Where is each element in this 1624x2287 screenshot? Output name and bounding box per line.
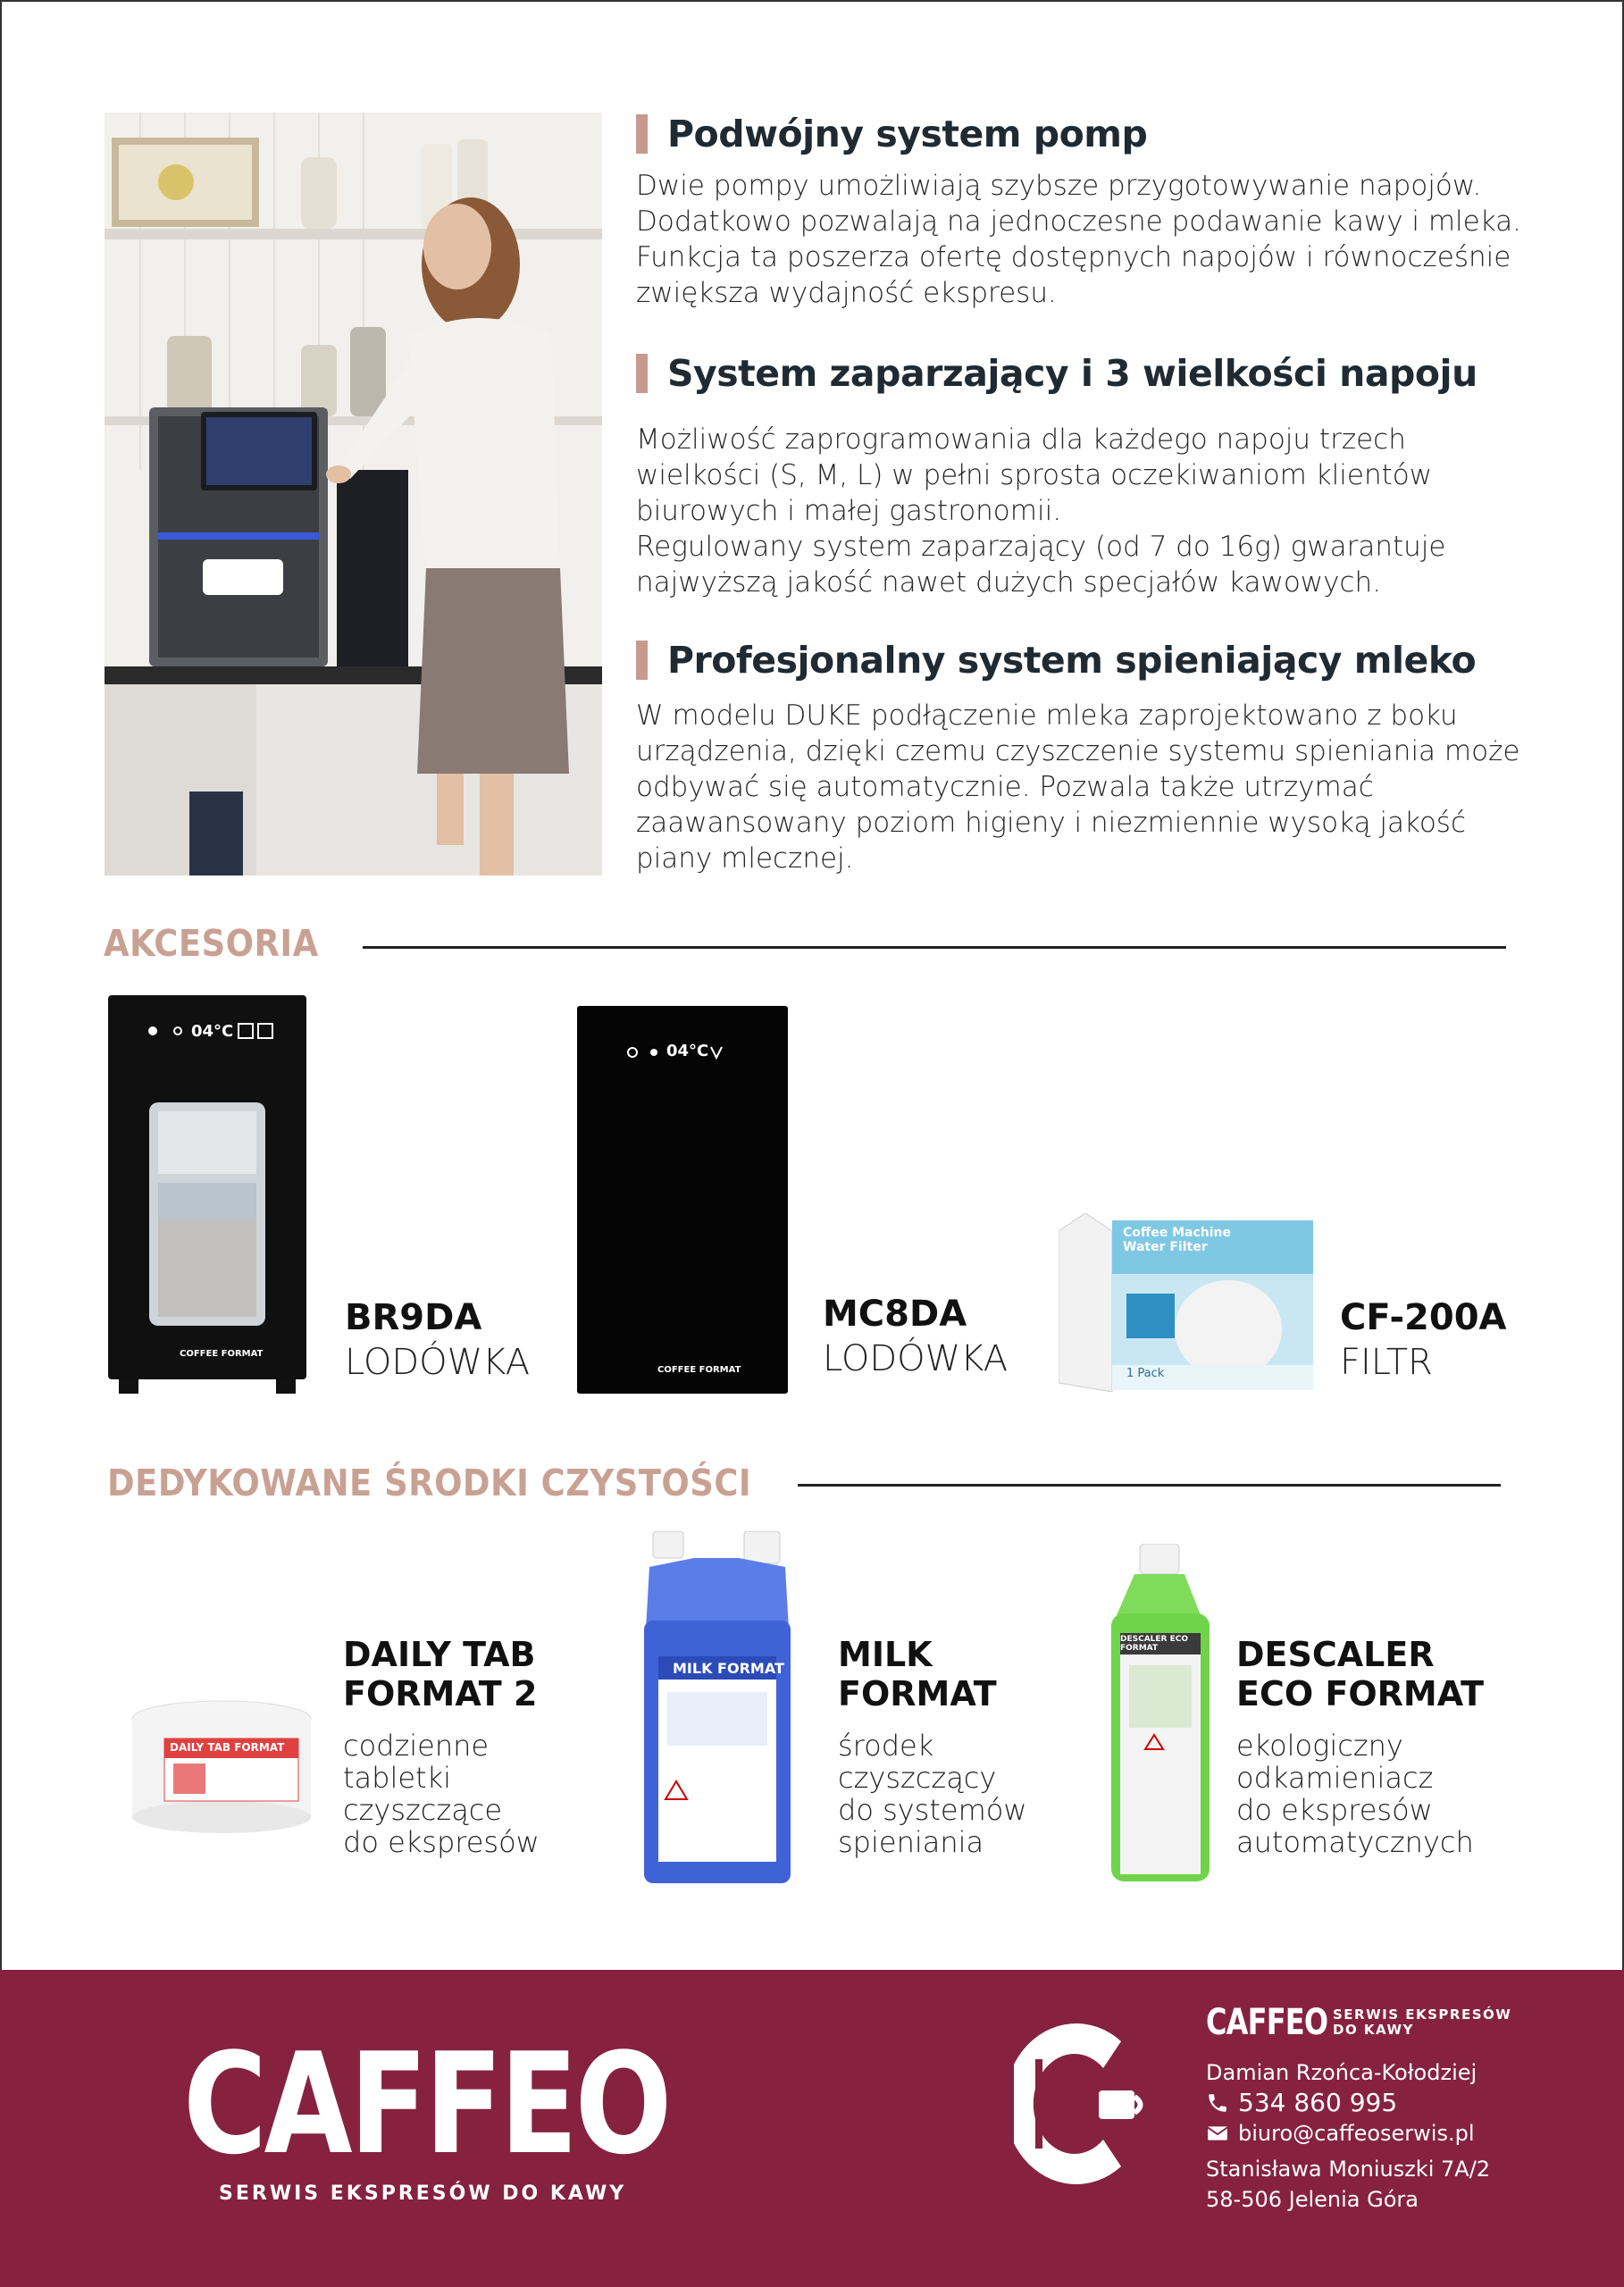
cf200a-box-pack: 1 Pack [1126,1367,1165,1380]
product-code: BR9DA [345,1297,482,1338]
br9da-brand: COFFEE FORMAT [180,1349,264,1359]
br9da-label [345,1295,530,1385]
accessories-rule [363,946,1506,949]
feature-brewing-system [636,352,1529,600]
cleaning-product-name: MILK FORMAT [838,1635,997,1713]
contact-address-line2: 58-506 Jelenia Góra [1206,2187,1419,2212]
accessories-heading: AKCESORIA [104,922,319,965]
feature-accent-bar [636,641,648,680]
cleaning-heading: DEDYKOWANE ŚRODKI CZYSTOŚCI [107,1462,752,1504]
milk-format-bottle-image [640,1531,794,1883]
descaler-pack-label: DESCALER ECO FORMAT [1120,1635,1189,1653]
cleaning-product-desc: środek czyszczący do systemów spieniania [838,1729,1027,1859]
cleaning-product-desc: codzienne tabletki czyszczące do ekspresów [343,1729,540,1859]
feature-accent-bar [636,354,648,393]
footer-contact [1206,2002,1511,2215]
br9da-fridge-image [108,995,306,1394]
daily-tab-label [343,1635,540,1858]
cf200a-filter-box-image [1059,1213,1322,1392]
contact-address-line1: Stanisława Moniuszki 7A/2 [1206,2157,1491,2182]
mc8da-fridge-image [577,1006,788,1394]
milk-format-pack-label: MILK FORMAT [673,1660,784,1677]
footer-logo [183,2023,776,2205]
footer-logo-word: CAFFEO [183,2023,670,2185]
mc8da-display: 04°C [666,1042,709,1060]
footer-c-emblem [1014,2006,1148,2207]
footer [0,1970,1624,2287]
feature-title: System zaparzający i 3 wielkości napoju [667,352,1478,395]
footer-logo-tagline: SERWIS EKSPRESÓW DO KAWY [219,2182,627,2205]
feature-body: Możliwość zaprogramowania dla każdego napoju trzech wielkości (S, M, L) w pełni sprosta oczekiwaniom klientów biurowych i małej gastronomii. Regulowany system zaparzający (od 7 do 16g) gwarantuje najwyższą jakość nawet dużych specjałów kawowych. [636,423,1446,599]
product-type: LODÓWKA [823,1338,1009,1379]
mini-logo-tagline: SERWIS EKSPRESÓW DO KAWY [1333,2006,1512,2038]
mini-logo [1206,2002,1511,2043]
cleaning-product-desc: ekologiczny odkamieniacz do ekspresów automatycznych [1236,1729,1474,1859]
cleaning-product-name: DESCALER ECO FORMAT [1236,1635,1485,1713]
descaler-bottle-image [1108,1544,1212,1889]
feature-body: Dwie pompy umożliwiają szybsze przygotowywanie napojów. Dodatkowo pozwalają na jednoczesne podawanie kawy i mleka. Funkcja ta poszerza ofertę dostępnych napojów i równocześnie zwiększa wydajność ekspresu. [636,170,1522,309]
descaler-label [1236,1635,1484,1858]
mc8da-brand: COFFEE FORMAT [657,1365,741,1375]
contact-phone: 534 860 995 [1238,2088,1398,2117]
product-type: LODÓWKA [345,1342,531,1383]
envelope-icon [1206,2122,1229,2145]
cleaning-rule [798,1484,1501,1487]
cf200a-label [1340,1295,1507,1385]
contact-email-row[interactable] [1206,2118,1511,2149]
feature-body: W modelu DUKE podłączenie mleka zaprojektowano z boku urządzenia, dzięki czemu czyszczenie systemu spieniania może odbywać się automatycznie. Pozwala także utrzymać zaawansowany poziom higieny i niezmiennie wysoką jakość piany mlecznej. [636,700,1520,875]
feature-milk-system [636,639,1529,876]
feature-title: Profesjonalny system spieniający mleko [667,639,1477,682]
product-code: MC8DA [823,1294,967,1335]
feature-title: Podwójny system pomp [667,113,1148,155]
product-code: CF-200A [1340,1297,1507,1338]
feature-accent-bar [636,114,648,154]
contact-phone-row[interactable] [1206,2088,1511,2118]
daily-tab-jar-image [129,1699,314,1833]
phone-icon [1206,2091,1229,2115]
hero-photo [105,113,602,875]
feature-dual-pump [636,113,1529,311]
cleaning-product-name: DAILY TAB FORMAT 2 [343,1635,538,1713]
milk-format-label [838,1635,1027,1858]
product-type: FILTR [1340,1342,1433,1383]
contact-name: Damian Rzońca-Kołodziej [1206,2060,1478,2085]
mini-logo-word: CAFFEO [1206,2002,1328,2043]
daily-tab-pack-label: DAILY TAB FORMAT [170,1741,285,1754]
contact-email: biuro@caffeoserwis.pl [1238,2121,1475,2146]
br9da-display: 04°C [191,1022,234,1041]
mc8da-label [823,1292,1008,1381]
cf200a-box-title: Coffee Machine Water Filter [1123,1226,1232,1254]
